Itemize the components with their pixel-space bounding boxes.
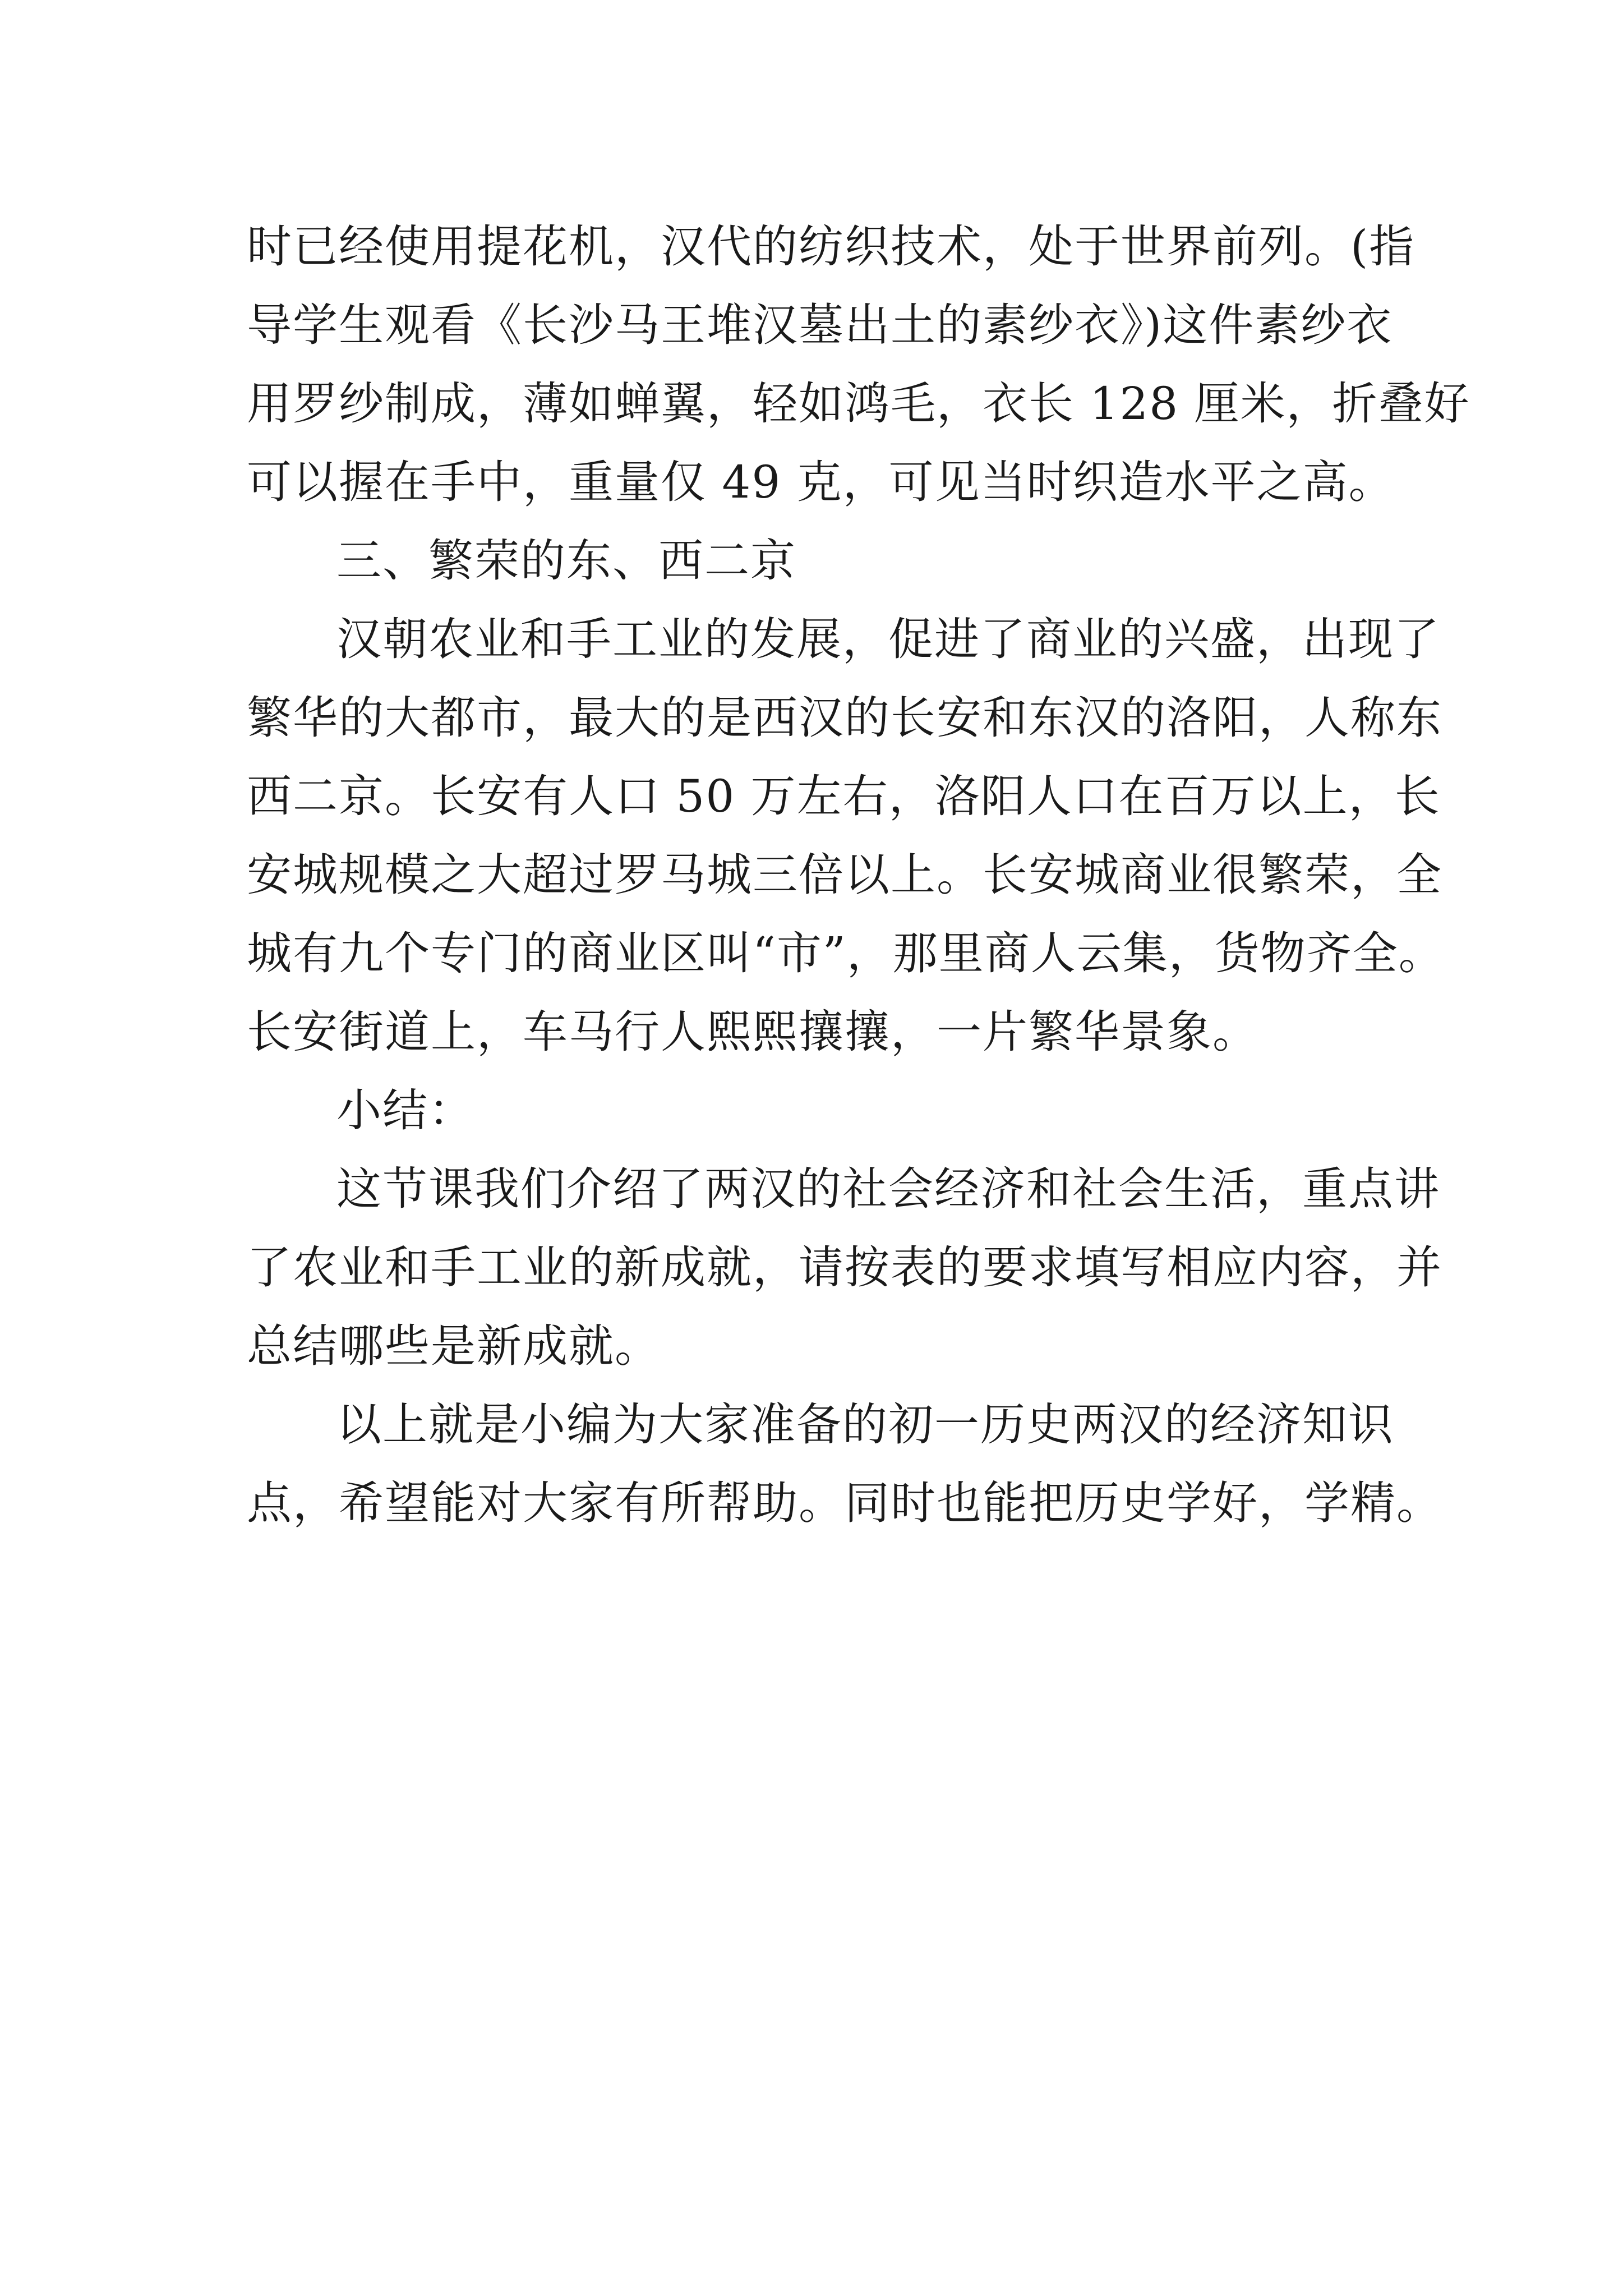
text-line: 以上就是小编为大家准备的初一历史两汉的经济知识 — [336, 1398, 1394, 1451]
text-line: 可以握在手中，重量仅 49 克，可见当时织造水平之高。 — [247, 456, 1395, 508]
text-line: 时已经使用提花机，汉代的纺织技术，处于世界前列。(指 — [247, 220, 1415, 273]
text-line: 导学生观看《长沙马王堆汉墓出土的素纱衣》)这件素纱衣 — [247, 299, 1393, 351]
text-line: 用罗纱制成，薄如蝉翼，轻如鸿毛，衣长 128 厘米，折叠好 — [247, 378, 1470, 430]
text-line: 城有九个专门的商业区叫“市”，那里商人云集，货物齐全。 — [247, 927, 1445, 979]
summary-heading: 小结： — [336, 1084, 474, 1137]
section-heading: 三、繁荣的东、西二京 — [336, 535, 796, 587]
text-line: 点，希望能对大家有所帮助。同时也能把历史学好，学精。 — [247, 1477, 1442, 1529]
text-line: 了农业和手工业的新成就，请按表的要求填写相应内容，并 — [247, 1241, 1442, 1294]
text-line: 总结哪些是新成就。 — [247, 1320, 661, 1372]
text-line: 汉朝农业和手工业的发展，促进了商业的兴盛，出现了 — [336, 613, 1440, 665]
text-line: 西二京。长安有人口 50 万左右，洛阳人口在百万以上，长 — [247, 770, 1441, 822]
text-line: 安城规模之大超过罗马城三倍以上。长安城商业很繁荣，全 — [247, 849, 1442, 901]
text-line: 这节课我们介绍了两汉的社会经济和社会生活，重点讲 — [336, 1163, 1440, 1215]
text-line: 长安街道上，车马行人熙熙攘攘，一片繁华景象。 — [247, 1006, 1258, 1058]
document-body — [247, 208, 1470, 1543]
text-line: 繁华的大都市，最大的是西汉的长安和东汉的洛阳，人称东 — [247, 692, 1442, 744]
